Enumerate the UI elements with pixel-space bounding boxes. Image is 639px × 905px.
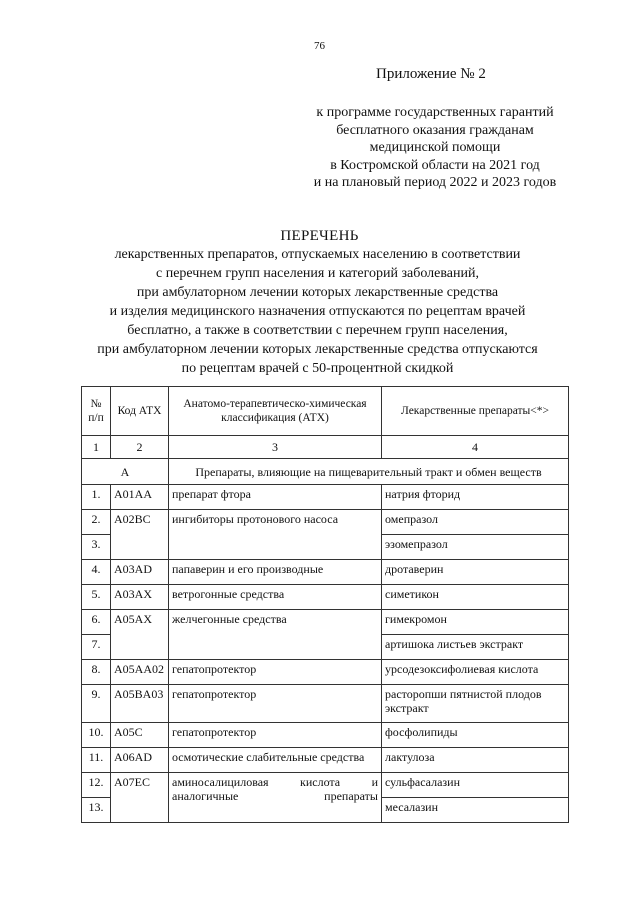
atc-code: A03AX bbox=[111, 585, 169, 610]
drug-name: расторопши пятнистой плодов экстракт bbox=[382, 685, 569, 723]
atc-classification: желчегонные средства bbox=[169, 610, 382, 660]
table-row bbox=[82, 610, 569, 635]
row-number: 12. bbox=[82, 773, 111, 798]
atc-classification: гепатопротектор bbox=[169, 723, 382, 748]
atc-code: A05BA03 bbox=[111, 685, 169, 723]
program-line: к программе государственных гарантий bbox=[316, 105, 554, 120]
appendix-label: Приложение № 2 bbox=[376, 66, 486, 82]
row-number: 11. bbox=[82, 748, 111, 773]
atc-classification: папаверин и его производные bbox=[169, 560, 382, 585]
row-number: 7. bbox=[82, 635, 111, 660]
drug-name: фосфолипиды bbox=[382, 723, 569, 748]
subtitle-line: при амбулаторном лечении которых лекарственные средства отпускаются bbox=[97, 342, 538, 357]
atc-classification: осмотические слабительные средства bbox=[169, 748, 382, 773]
column-number: 2 bbox=[111, 436, 169, 459]
atc-code: A07EC bbox=[111, 773, 169, 823]
program-reference bbox=[290, 104, 580, 192]
table-row bbox=[82, 510, 569, 535]
atc-classification: аминосалициловая кислота и аналогичные препараты bbox=[169, 773, 382, 823]
group-title: Препараты, влияющие на пищеварительный тракт и обмен веществ bbox=[169, 459, 569, 485]
table-row bbox=[82, 685, 569, 723]
atc-code: A05C bbox=[111, 723, 169, 748]
atc-classification: гепатопротектор bbox=[169, 685, 382, 723]
subtitle-line: лекарственных препаратов, отпускаемых населению в соответствии bbox=[114, 247, 521, 262]
drug-name: месалазин bbox=[382, 798, 569, 823]
table-row bbox=[82, 660, 569, 685]
table-row bbox=[82, 585, 569, 610]
table-header-row bbox=[82, 387, 569, 436]
group-row bbox=[82, 459, 569, 485]
table-row bbox=[82, 485, 569, 510]
table-row bbox=[82, 560, 569, 585]
program-line: в Костромской области на 2021 год bbox=[330, 157, 540, 173]
atc-classification: ветрогонные средства bbox=[169, 585, 382, 610]
row-number: 13. bbox=[82, 798, 111, 823]
program-line: медицинской помощи bbox=[369, 140, 501, 155]
atc-code: A06AD bbox=[111, 748, 169, 773]
document-subtitle bbox=[40, 245, 595, 378]
program-line: и на плановый период 2022 и 2023 годов bbox=[313, 175, 557, 190]
subtitle-line: бесплатно, а также в соответствии с перечнем групп населения, bbox=[127, 323, 508, 338]
table-row bbox=[82, 748, 569, 773]
column-number: 3 bbox=[169, 436, 382, 459]
document-title: ПЕРЕЧЕНЬ bbox=[280, 228, 359, 244]
group-code: А bbox=[82, 459, 169, 485]
header-number: № п/п bbox=[82, 387, 111, 436]
drug-name: артишока листьев экстракт bbox=[382, 635, 569, 660]
drug-name: натрия фторид bbox=[382, 485, 569, 510]
atc-code: A01AA bbox=[111, 485, 169, 510]
page-number: 76 bbox=[314, 40, 325, 52]
row-number: 5. bbox=[82, 585, 111, 610]
drug-name: гимекромон bbox=[382, 610, 569, 635]
subtitle-line: и изделия медицинского назначения отпускаются по рецептам врачей bbox=[109, 304, 526, 319]
row-number: 10. bbox=[82, 723, 111, 748]
row-number: 3. bbox=[82, 535, 111, 560]
drug-name: дротаверин bbox=[382, 560, 569, 585]
subtitle-line: при амбулаторном лечении которых лекарственные средства bbox=[136, 285, 499, 300]
row-number: 4. bbox=[82, 560, 111, 585]
row-number: 8. bbox=[82, 660, 111, 685]
atc-classification: ингибиторы протонового насоса bbox=[169, 510, 382, 560]
table-row bbox=[82, 773, 569, 798]
row-number: 2. bbox=[82, 510, 111, 535]
drug-name: урсодезоксифолиевая кислота bbox=[382, 660, 569, 685]
atc-code: A03AD bbox=[111, 560, 169, 585]
header-atc-code: Код АТХ bbox=[111, 387, 169, 436]
drug-name: омепразол bbox=[382, 510, 569, 535]
atc-code: A05AX bbox=[111, 610, 169, 660]
column-number: 1 bbox=[82, 436, 111, 459]
row-number: 9. bbox=[82, 685, 111, 723]
drug-name: эзомепразол bbox=[382, 535, 569, 560]
subtitle-line: по рецептам врачей с 50-процентной скидкой bbox=[181, 361, 454, 376]
atc-code: A05AA02 bbox=[111, 660, 169, 685]
row-number: 1. bbox=[82, 485, 111, 510]
subtitle-line: с перечнем групп населения и категорий заболеваний, bbox=[155, 266, 479, 281]
header-drugs: Лекарственные препараты<*> bbox=[382, 387, 569, 436]
table-row bbox=[82, 723, 569, 748]
program-line: бесплатного оказания гражданам bbox=[336, 122, 534, 138]
header-atc-classification: Анатомо-терапевтическо-химическая классификация (АТХ) bbox=[169, 387, 382, 436]
column-number-row bbox=[82, 436, 569, 459]
atc-classification: препарат фтора bbox=[169, 485, 382, 510]
drug-name: лактулоза bbox=[382, 748, 569, 773]
column-number: 4 bbox=[382, 436, 569, 459]
drug-name: сульфасалазин bbox=[382, 773, 569, 798]
drug-name: симетикон bbox=[382, 585, 569, 610]
row-number: 6. bbox=[82, 610, 111, 635]
drug-list-table bbox=[81, 386, 569, 823]
atc-code: A02BC bbox=[111, 510, 169, 560]
atc-classification: гепатопротектор bbox=[169, 660, 382, 685]
